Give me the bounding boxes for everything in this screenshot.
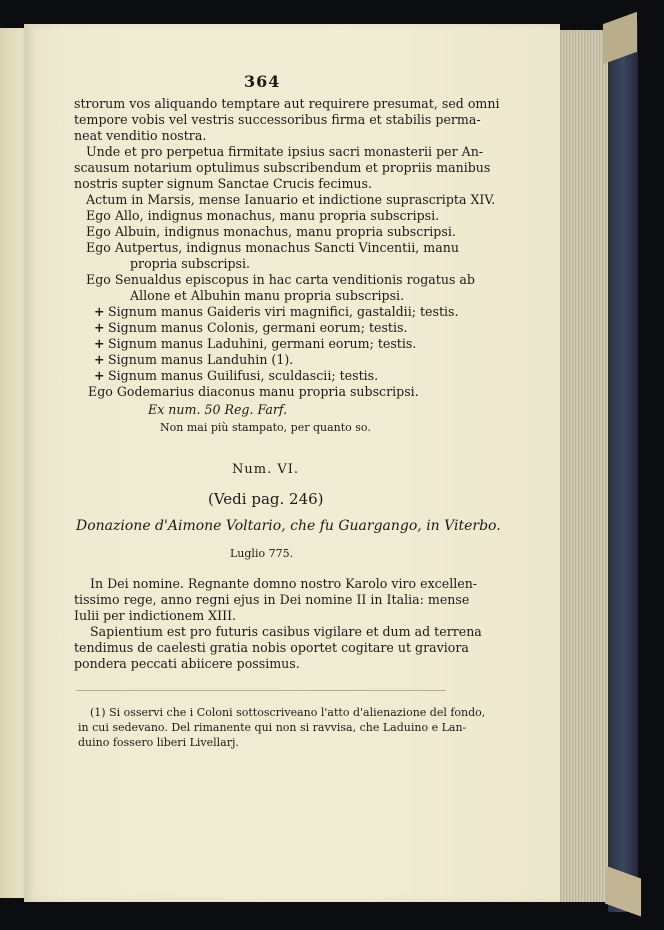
cross-mark: + bbox=[94, 368, 105, 383]
text-line: propria subscripsi. bbox=[130, 256, 251, 271]
witness-line bbox=[94, 352, 293, 368]
document-date: Luglio 775. bbox=[230, 547, 294, 560]
source-reference: Ex num. 50 Reg. Farf. bbox=[148, 402, 288, 417]
text-line: Signum manus Gaideris viri magnifici, gastaldii; testis. bbox=[108, 304, 459, 319]
text-line: Unde et pro perpetua firmitate ipsius sacri monasterii per An- bbox=[86, 144, 484, 159]
text-line: Ego Senualdus episcopus in hac carta venditionis rogatus ab bbox=[86, 272, 475, 287]
witness-line bbox=[94, 368, 378, 384]
footnote-line: in cui sedevano. Del rimanente qui non si ravvisa, che Laduino e Lan- bbox=[78, 721, 467, 734]
text-line: scausum notarium optulimus subscribendum et propriis manibus bbox=[74, 160, 491, 175]
page-number: 364 bbox=[244, 72, 281, 91]
witness-line bbox=[94, 336, 416, 352]
document-number: Num. VI. bbox=[232, 462, 299, 477]
cross-mark: + bbox=[94, 304, 105, 319]
text-line: tempore vobis vel vestris successoribus firma et stabilis perma- bbox=[74, 112, 481, 127]
body-line: tendimus de caelesti gratia nobis oportet cogitare ut graviora bbox=[74, 640, 469, 655]
body-line: tissimo rege, anno regni ejus in Dei nomine II in Italia: mense bbox=[74, 592, 470, 607]
document-title: Donazione d'Aimone Voltario, che fu Guargango, in Viterbo. bbox=[76, 518, 501, 534]
text-line: strorum vos aliquando temptare aut requirere presumat, sed omni bbox=[74, 96, 500, 111]
body-line: In Dei nomine. Regnante domno nostro Karolo viro excellen- bbox=[90, 576, 478, 591]
text-line: Signum manus Guilifusi, sculdascii; testis. bbox=[108, 368, 379, 383]
text-line: Ego Allo, indignus monachus, manu propria subscripsi. bbox=[86, 208, 440, 223]
text-line: Ego Godemarius diaconus manu propria subscripsi. bbox=[88, 384, 419, 399]
cross-mark: + bbox=[94, 336, 105, 351]
witness-line bbox=[94, 320, 407, 336]
cross-mark: + bbox=[94, 320, 105, 335]
footnote-line: duino fossero liberi Livellarj. bbox=[78, 736, 239, 749]
text-line: neat venditio nostra. bbox=[74, 128, 207, 143]
footnote-line: (1) Si osservi che i Coloni sottoscriveano l'atto d'alienazione del fondo, bbox=[90, 706, 486, 719]
note-line: Non mai più stampato, per quanto so. bbox=[160, 421, 371, 434]
text-line: Signum manus Landuhin (1). bbox=[108, 352, 294, 367]
text-line: Ego Autpertus, indignus monachus Sancti Vincentii, manu bbox=[86, 240, 459, 255]
body-line: Iulii per indictionem XIII. bbox=[74, 608, 237, 623]
footnote-divider bbox=[76, 690, 446, 691]
body-line: pondera peccati abiicere possimus. bbox=[74, 656, 300, 671]
text-line: Ego Albuin, indignus monachus, manu propria subscripsi. bbox=[86, 224, 456, 239]
text-line: Actum in Marsis, mense Ianuario et indictione suprascripta XIV. bbox=[86, 192, 496, 207]
text-line: Allone et Albuhin manu propria subscripsi. bbox=[130, 288, 405, 303]
body-line: Sapientium est pro futuris casibus vigilare et dum ad terrena bbox=[90, 624, 482, 639]
cross-reference: (Vedi pag. 246) bbox=[208, 490, 324, 508]
text-line: Signum manus Laduhini, germani eorum; testis. bbox=[108, 336, 417, 351]
text-line: nostris supter signum Sanctae Crucis fecimus. bbox=[74, 176, 372, 191]
text-line: Signum manus Colonis, germani eorum; testis. bbox=[108, 320, 408, 335]
cross-mark: + bbox=[94, 352, 105, 367]
witness-line bbox=[94, 304, 459, 320]
page-edges bbox=[555, 30, 613, 902]
book-cover bbox=[608, 22, 638, 912]
